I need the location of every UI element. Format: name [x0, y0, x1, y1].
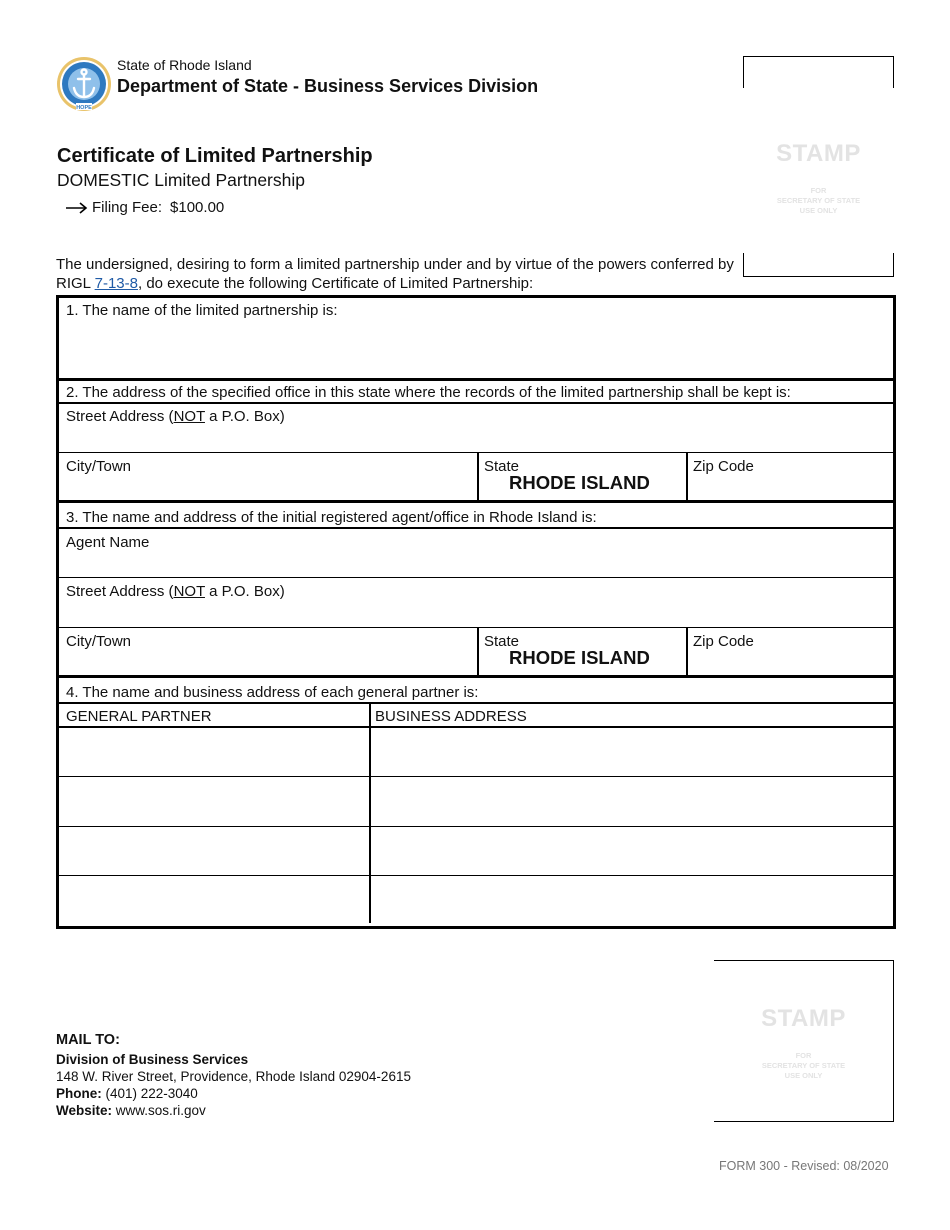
agent-street-label: Street Address (NOT a P.O. Box) — [66, 583, 285, 600]
mail-division: Division of Business Services — [56, 1052, 249, 1067]
office-state-value: RHODE ISLAND — [509, 472, 650, 493]
divider — [477, 453, 479, 500]
partner-address-input[interactable] — [371, 876, 893, 923]
partner-name-input[interactable] — [59, 728, 369, 776]
stamp-sub-1: FOR — [810, 186, 827, 195]
stamp-sub-2: SECRETARY OF STATE — [776, 196, 861, 205]
question-3: 3. The name and address of the initial registered agent/office in Rhode Island is: — [66, 509, 597, 526]
partner-name-input[interactable] — [59, 777, 369, 825]
filing-fee-label: Filing Fee: — [92, 199, 163, 216]
divider — [59, 675, 893, 678]
mail-phone: Phone: (401) 222-3040 — [56, 1086, 198, 1101]
agent-zip-input[interactable] — [688, 651, 893, 675]
intro-text-2: , do execute the following Certificate of Limited Partnership: — [137, 275, 534, 292]
office-city-label: City/Town — [66, 458, 132, 475]
mail-website: Website: www.sos.ri.gov — [56, 1103, 206, 1118]
partner-name-input[interactable] — [59, 827, 369, 875]
office-street-label: Street Address (NOT a P.O. Box) — [66, 408, 285, 425]
state-name: State of Rhode Island — [117, 57, 252, 73]
department-name: Department of State - Business Services Division — [117, 76, 539, 96]
intro-paragraph — [56, 255, 736, 293]
stamp-area-top — [743, 56, 894, 277]
business-address-header: BUSINESS ADDRESS — [375, 708, 527, 725]
partner-address-input[interactable] — [371, 777, 893, 825]
divider — [59, 527, 893, 529]
divider — [59, 378, 893, 381]
stamp-bottom-bracket — [743, 253, 894, 277]
stamp-sub-1: FOR — [795, 1051, 812, 1060]
agent-city-input[interactable] — [59, 651, 477, 675]
seal-text: HOPE — [76, 105, 92, 111]
mail-heading: MAIL TO: — [56, 1032, 120, 1048]
rhode-island-seal-logo — [56, 56, 112, 112]
form-table — [56, 295, 896, 929]
question-1: 1. The name of the limited partnership is: — [66, 302, 338, 319]
form-number: FORM 300 - Revised: 08/2020 — [719, 1159, 889, 1173]
divider — [59, 702, 893, 704]
divider — [59, 500, 893, 503]
mail-address: 148 W. River Street, Providence, Rhode Island 02904-2615 — [56, 1069, 411, 1084]
agent-name-input[interactable] — [59, 553, 893, 577]
agent-state-value: RHODE ISLAND — [509, 647, 650, 668]
agent-street-input[interactable] — [59, 603, 893, 627]
filing-fee — [66, 199, 224, 216]
stamp-sub-3: USE ONLY — [799, 206, 838, 215]
lp-name-input[interactable] — [59, 322, 893, 377]
general-partner-header: GENERAL PARTNER — [66, 708, 212, 725]
rigl-link[interactable]: 7-13-8 — [94, 275, 138, 292]
partner-address-input[interactable] — [371, 728, 893, 776]
office-zip-label: Zip Code — [693, 458, 754, 475]
agent-city-label: City/Town — [66, 633, 132, 650]
right-arrow-icon — [66, 202, 88, 214]
filing-fee-amount: $100.00 — [170, 199, 225, 216]
office-city-input[interactable] — [59, 476, 477, 500]
stamp-label: STAMP — [776, 140, 861, 167]
office-street-input[interactable] — [59, 428, 893, 452]
stamp-label: STAMP — [761, 1005, 846, 1032]
office-zip-input[interactable] — [688, 476, 893, 500]
stamp-top-bracket — [743, 56, 894, 88]
divider — [59, 577, 893, 578]
stamp-sub-2: SECRETARY OF STATE — [761, 1061, 846, 1070]
partner-address-input[interactable] — [371, 827, 893, 875]
partner-name-input[interactable] — [59, 876, 369, 923]
office-state-label: State — [484, 458, 520, 475]
agent-zip-label: Zip Code — [693, 633, 754, 650]
question-4: 4. The name and business address of each general partner is: — [66, 684, 479, 701]
divider — [59, 402, 893, 404]
question-2: 2. The address of the specified office in this state where the records of the limited partnership shall be kept is: — [66, 384, 791, 401]
divider — [59, 627, 893, 628]
agent-name-label: Agent Name — [66, 534, 150, 551]
agent-state-label: State — [484, 633, 520, 650]
stamp-area-bottom — [714, 960, 894, 1122]
stamp-sub-3: USE ONLY — [784, 1071, 823, 1080]
divider — [59, 452, 893, 453]
page-subtitle: DOMESTIC Limited Partnership — [57, 170, 305, 190]
mail-to-block — [56, 1032, 411, 1119]
page-title: Certificate of Limited Partnership — [57, 145, 373, 167]
divider — [477, 628, 479, 675]
intro-text-1: The undersigned, desiring to form a limited partnership under and by virtue of the powers conferred by RIGL — [56, 256, 734, 292]
